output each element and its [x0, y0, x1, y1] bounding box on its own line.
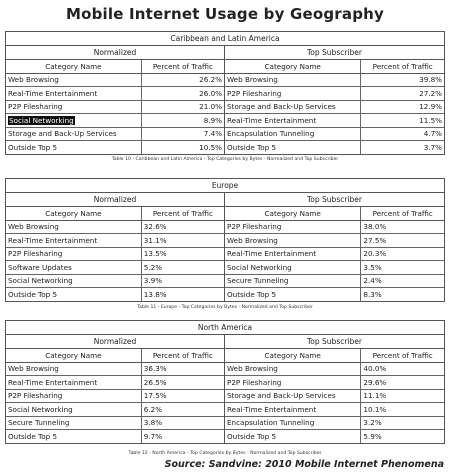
percent-cell: 11.5% [361, 114, 444, 128]
table-row [6, 114, 224, 128]
percent-cell: 9.7% [143, 431, 163, 441]
category-cell: Social Networking [225, 261, 361, 275]
category-cell: Encapsulation Tunneling [225, 127, 361, 141]
table-row [225, 220, 444, 234]
percent-cell: 10.5% [199, 142, 222, 152]
panel-title: Top Subscriber [225, 46, 444, 60]
table-caption: Table 11 - Europe - Top Categories by Bytes - Normalized and Top Subscriber [137, 305, 313, 310]
category-cell: Real-Time Entertainment [6, 234, 141, 248]
category-cell: Web Browsing [225, 73, 361, 87]
data-table [6, 60, 224, 154]
region-title: Caribbean and Latin America [6, 32, 444, 46]
table-row [6, 234, 224, 248]
category-cell: Outside Top 5 [225, 288, 361, 301]
table-row [225, 416, 444, 430]
percent-cell: 39.8% [361, 73, 444, 87]
percent-cell: 2.4% [361, 274, 444, 288]
top-subscriber-panel [225, 193, 444, 301]
category-cell: Secure Tunneling [225, 274, 361, 288]
category-cell: P2P Filesharing [6, 389, 141, 403]
percent-cell: 17.5% [141, 389, 224, 403]
table-row [225, 100, 444, 114]
column-header: Category Name [6, 60, 141, 73]
normalized-panel [6, 193, 225, 301]
region-title: Europe [6, 179, 444, 193]
category-cell: Real-Time Entertainment [6, 87, 141, 101]
highlighted-text: Social Networking [9, 115, 74, 125]
normalized-panel [6, 335, 225, 443]
table-row [225, 127, 444, 141]
category-cell: Outside Top 5 [225, 141, 361, 154]
category-cell: Outside Top 5 [6, 288, 141, 301]
category-cell: Web Browsing [6, 220, 141, 234]
table-row [225, 247, 444, 261]
category-cell: P2P Filesharing [6, 100, 141, 114]
table-row [6, 141, 224, 154]
panel-title: Top Subscriber [225, 193, 444, 207]
category-cell: Outside Top 5 [225, 430, 361, 443]
category-cell [6, 114, 141, 128]
column-header: Percent of Traffic [361, 349, 444, 362]
percent-cell: 27.5% [361, 234, 444, 248]
column-header: Category Name [6, 207, 141, 220]
table-row [6, 274, 224, 288]
table-row [6, 73, 224, 87]
category-cell: Outside Top 5 [6, 430, 141, 443]
data-table [225, 60, 444, 154]
data-table [6, 349, 224, 443]
category-cell: Real-Time Entertainment [6, 376, 141, 390]
table-row [225, 274, 444, 288]
table-row [6, 127, 224, 141]
percent-cell: 3.7% [423, 142, 442, 152]
percent-cell: 21.0% [141, 100, 224, 114]
region-table-north-america [5, 320, 445, 444]
percent-cell: 3.5% [361, 261, 444, 275]
column-header: Percent of Traffic [141, 60, 224, 73]
table-row [6, 416, 224, 430]
normalized-panel [6, 46, 225, 154]
percent-cell: 26.2% [141, 73, 224, 87]
category-cell: Software Updates [6, 261, 141, 275]
percent-cell: 5.9% [363, 431, 382, 441]
panel-title: Top Subscriber [225, 335, 444, 349]
category-cell: Real-Time Entertainment [225, 403, 361, 417]
page-title: Mobile Internet Usage by Geography [65, 5, 385, 23]
category-cell: P2P Filesharing [225, 376, 361, 390]
table-row [6, 403, 224, 417]
table-row [225, 87, 444, 101]
column-header: Category Name [225, 207, 361, 220]
category-cell: P2P Filesharing [6, 247, 141, 261]
table-row [225, 376, 444, 390]
percent-cell: 6.2% [141, 403, 224, 417]
percent-cell: 20.3% [361, 247, 444, 261]
table-row [6, 247, 224, 261]
table-row [225, 430, 444, 443]
column-header: Category Name [225, 60, 361, 73]
percent-cell: 3.8% [141, 416, 224, 430]
table-row [6, 288, 224, 301]
top-subscriber-panel [225, 335, 444, 443]
percent-cell: 3.2% [361, 416, 444, 430]
percent-cell: 4.7% [361, 127, 444, 141]
column-header: Percent of Traffic [361, 207, 444, 220]
category-cell: Storage and Back-Up Services [225, 389, 361, 403]
category-cell: Storage and Back-Up Services [6, 127, 141, 141]
percent-cell: 29.6% [361, 376, 444, 390]
category-cell: Secure Tunneling [6, 416, 141, 430]
table-row [225, 114, 444, 128]
percent-cell: 32.6% [141, 220, 224, 234]
category-cell: P2P Filesharing [225, 220, 361, 234]
table-row [6, 87, 224, 101]
table-row [225, 403, 444, 417]
table-row [225, 389, 444, 403]
category-cell: P2P Filesharing [225, 87, 361, 101]
table-row [225, 141, 444, 154]
source-citation: Source: Sandvine: 2010 Mobile Internet Phenomena [164, 459, 444, 470]
panel-title: Normalized [6, 46, 224, 60]
panel-title: Normalized [6, 193, 224, 207]
percent-cell: 13.8% [143, 289, 167, 299]
category-cell: Social Networking [6, 403, 141, 417]
data-table [6, 207, 224, 301]
column-header: Percent of Traffic [141, 349, 224, 362]
region-table-caribbean [5, 31, 445, 155]
table-row [225, 234, 444, 248]
table-caption: Table 12 - North America - Top Categories by Bytes - Normalized and Top Subscriber [128, 451, 322, 456]
column-header: Category Name [225, 349, 361, 362]
column-header: Percent of Traffic [361, 60, 444, 73]
table-row [6, 389, 224, 403]
table-row [6, 220, 224, 234]
top-subscriber-panel [225, 46, 444, 154]
column-header: Percent of Traffic [141, 207, 224, 220]
percent-cell: 3.9% [141, 274, 224, 288]
table-row [225, 73, 444, 87]
table-row [225, 288, 444, 301]
category-cell: Web Browsing [225, 234, 361, 248]
category-cell: Web Browsing [225, 362, 361, 376]
column-header: Category Name [6, 349, 141, 362]
percent-cell: 5.2% [141, 261, 224, 275]
table-row [6, 376, 224, 390]
table-row [6, 261, 224, 275]
percent-cell: 40.0% [361, 362, 444, 376]
panel-title: Normalized [6, 335, 224, 349]
percent-cell: 26.5% [141, 376, 224, 390]
region-table-europe [5, 178, 445, 302]
table-row [225, 261, 444, 275]
table-row [6, 100, 224, 114]
category-cell: Web Browsing [6, 73, 141, 87]
category-cell: Web Browsing [6, 362, 141, 376]
percent-cell: 8.9% [141, 114, 224, 128]
percent-cell: 27.2% [361, 87, 444, 101]
percent-cell: 10.1% [361, 403, 444, 417]
table-row [225, 362, 444, 376]
percent-cell: 12.9% [361, 100, 444, 114]
category-cell: Outside Top 5 [6, 141, 141, 154]
percent-cell: 38.0% [361, 220, 444, 234]
percent-cell: 26.0% [141, 87, 224, 101]
percent-cell: 11.1% [361, 389, 444, 403]
category-cell: Social Networking [6, 274, 141, 288]
table-row [6, 430, 224, 443]
category-cell: Real-Time Entertainment [225, 114, 361, 128]
percent-cell: 36.3% [141, 362, 224, 376]
percent-cell: 13.5% [141, 247, 224, 261]
region-title: North America [6, 321, 444, 335]
data-table [225, 349, 444, 443]
category-cell: Encapsulation Tunneling [225, 416, 361, 430]
category-cell: Real-Time Entertainment [225, 247, 361, 261]
category-cell: Storage and Back-Up Services [225, 100, 361, 114]
percent-cell: 8.3% [363, 289, 382, 299]
percent-cell: 7.4% [141, 127, 224, 141]
table-caption: Table 10 - Caribbean and Latin America - Top Categories by Bytes - Normalized and Top Subscriber [111, 157, 339, 162]
table-row [6, 362, 224, 376]
data-table [225, 207, 444, 301]
percent-cell: 31.1% [141, 234, 224, 248]
